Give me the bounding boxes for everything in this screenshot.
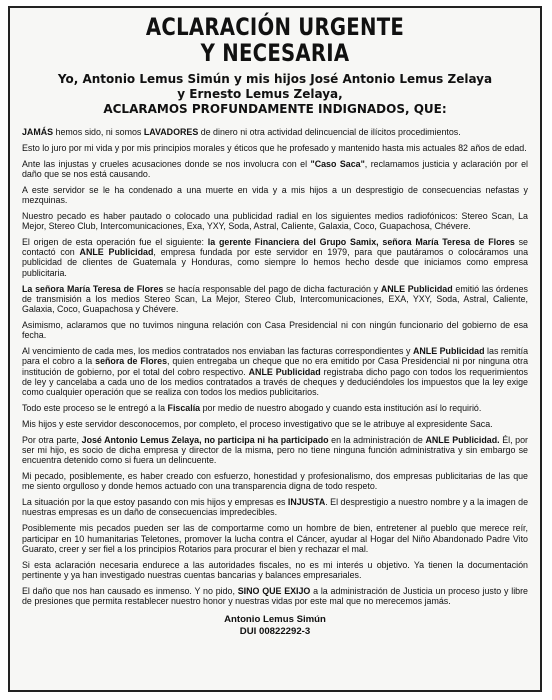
- text-run: . El desprestigio a nuestro nombre y a la imagen de nuestras empresas es un daño de consecuencias impredecibles.: [22, 497, 529, 518]
- text-run: La situación por la que estoy pasando con mis hijos y empresas es: [22, 497, 288, 508]
- intro-statement: [22, 72, 528, 117]
- text-run: Si esta aclaración necesaria endurece a las autoridades fiscales, no es mi interés u objetivo. Ya tienen la documentación pertinente y ya han investigado nuestras cuentas bancarias y balances empresariales.: [22, 559, 528, 580]
- paragraph-13: [22, 471, 528, 492]
- text-run: Esto lo juro por mi vida y por mis principios morales y éticos que he profesado y mantenido hasta mis actuales 82 años de edad.: [22, 142, 527, 153]
- headline: [68, 14, 483, 66]
- text-run: Mis hijos y este servidor desconocemos, por completo, el proceso investigativo que se le atribuye al expresidente Saca.: [22, 418, 493, 429]
- emphasis: JAMÁS: [22, 127, 54, 137]
- text-run: A este servidor se le ha condenado a una muerte en vida y a mis hijos a un desprestigio de consecuencias nefastas y mezquinas.: [22, 184, 528, 205]
- text-run: Posiblemente mis pecados pueden ser las de comportarme como un hombre de bien, entretener al pueblo que merece reír, participar en 10 humanitarias Teletones, promover la lucha contra el Cáncer, ayudar al Hogar del Niño Abandonado Padre Vito Guarato, creer y ser fiel a los principios Rotarios para procurar el bien y rechazar el mal.: [22, 523, 528, 554]
- emphasis: ANLE Publicidad: [248, 366, 321, 377]
- text-run: , quien entregaba un cheque que no era emitido por Casa Presidencial ni por ninguna otra institución de gobierno, por el total del cobro respectivo.: [22, 356, 529, 377]
- text-run: emitió las órdenes de transmisión a los medios Stereo Scan, La Mejor, Stereo Club, Intercomunicaciones, EXA, YXY, Soda, Astral, Caliente, Galaxia, Coco, Guapachosa y Chévere.: [22, 283, 528, 315]
- text-run: Ante las injustas y crueles acusaciones donde se nos involucra con el: [22, 158, 311, 169]
- paragraph-17: [22, 586, 528, 607]
- text-run: se contactó con: [22, 236, 528, 258]
- emphasis: ANLE Publicidad.: [425, 434, 500, 445]
- text-run: Asimismo, aclaramos que no tuvimos ninguna relación con Casa Presidencial ni con ningún funcionario del gobierno de esa fecha.: [22, 319, 528, 341]
- text-run: por medio de nuestro abogado y cuando esta institución así lo requirió.: [200, 403, 482, 414]
- emphasis: ANLE Publicidad: [380, 283, 453, 294]
- paragraph-1: [22, 127, 528, 137]
- emphasis: "Caso Saca": [310, 158, 365, 169]
- intro-line-1: Yo, Antonio Lemus Simún y mis hijos José Antonio Lemus Zelaya: [57, 72, 493, 86]
- text-run: El origen de esta operación fue el siguiente:: [22, 236, 208, 247]
- emphasis: señora de Flores: [95, 356, 168, 367]
- text-run: Él, por ser mi hijo, es socio de dicha empresa y director de la misma, pero no tiene ninguna función administrativa y sin embargo se encuentra detenido como si fuera un delincuente.: [22, 434, 528, 466]
- paragraph-15: [22, 523, 528, 554]
- document-sheet: [8, 6, 542, 692]
- text-run: registraba dicho pago con todos los requerimientos de ley y cancelaba a cada uno de los medios contratados a través de cheques y deduciéndoles los impuestos que la ley exige como cualquier operación que se realiza con todos los medios publicitarios.: [22, 366, 528, 398]
- text-run: Al vencimiento de cada mes, los medios contratados nos enviaban las facturas correspondientes y: [22, 346, 413, 357]
- text-run: Nuestro pecado es haber pautado o colocado una publicidad radial en los siguientes medios radiofónicos: Stereo Scan, La Mejor, Stereo Club, Intercomunicaciones, Exa, YXY, Soda, Astral, Caliente, Galaxia, Coco, Guapachosa, Chévere.: [22, 210, 528, 232]
- text-run: Mi pecado, posiblemente, es haber creado con esfuerzo, honestidad y profesionalismo, dos empresas publicitarias de las que me siento orgulloso y donde hemos actuado con una transparencia digna de todo respeto.: [22, 471, 528, 492]
- signatory-name: Antonio Lemus Simún: [224, 614, 326, 626]
- text-run: a la administración de Justicia un proceso justo y libre de presiones que permita restablecer nuestro honor y nuestras vidas por este mal que no merecemos jamás.: [22, 585, 528, 606]
- headline-line-1: ACLARACIÓN URGENTE: [145, 13, 405, 41]
- text-run: Por otra parte,: [22, 434, 82, 445]
- emphasis: ANLE Publicidad: [412, 346, 485, 357]
- paragraph-12: [22, 435, 528, 466]
- emphasis: LAVADORES: [143, 127, 199, 137]
- text-run: El daño que nos han causado es inmenso. Y no pido,: [22, 585, 238, 596]
- text-run: Todo este proceso se le entregó a la: [22, 403, 168, 414]
- signatory-id: DUI 00822292-3: [239, 626, 311, 638]
- emphasis: José Antonio Lemus Zelaya, no participa ni ha participado: [81, 434, 329, 445]
- emphasis: La señora María Teresa de Flores: [22, 283, 164, 294]
- paragraph-16: [22, 560, 528, 581]
- intro-line-3: ACLARAMOS PROFUNDAMENTE INDIGNADOS, QUE:: [103, 102, 447, 116]
- text-run: de dinero ni otra actividad delincuencial de ilícitos procedimientos.: [198, 127, 461, 137]
- emphasis: SINO QUE EXIJO: [237, 585, 311, 596]
- text-run: en la administración de: [328, 434, 426, 445]
- paragraph-2: [22, 143, 528, 153]
- signature-block: [22, 614, 528, 638]
- text-run: hemos sido, ni somos: [53, 127, 144, 137]
- text-run: las remitía para el cobro a la: [22, 346, 529, 367]
- intro-line-2: y Ernesto Lemus Zelaya,: [177, 87, 343, 101]
- headline-line-2: Y NECESARIA: [200, 39, 350, 67]
- paragraph-10: [22, 403, 528, 413]
- paragraph-7: [22, 284, 528, 315]
- paragraph-3: [22, 159, 528, 180]
- emphasis: INJUSTA: [287, 497, 326, 508]
- paragraph-5: [22, 211, 528, 232]
- emphasis: ANLE Publicidad: [79, 247, 154, 258]
- document-body: [22, 127, 528, 606]
- paragraph-14: [22, 497, 528, 518]
- paragraph-8: [22, 320, 528, 341]
- paragraph-4: [22, 185, 528, 206]
- text-run: se hacía responsable del pago de dicha facturación y: [163, 283, 381, 294]
- paragraph-9: [22, 346, 528, 397]
- text-run: , reclamamos justicia y aclaración por el daño que se nos está causando.: [22, 158, 529, 179]
- paragraph-6: [22, 237, 528, 278]
- text-run: , empresa fundada por este servidor en 1979, para que pautáramos o colocáramos una publicidad de clientes de Guatemala y Honduras, como siempre lo hemos hecho desde que iniciamos como empresa publicitaria.: [22, 247, 529, 278]
- emphasis: Fiscalía: [167, 403, 201, 414]
- paragraph-11: [22, 419, 528, 429]
- emphasis: la gerente Financiera del Grupo Samix, señora María Teresa de Flores: [207, 236, 515, 247]
